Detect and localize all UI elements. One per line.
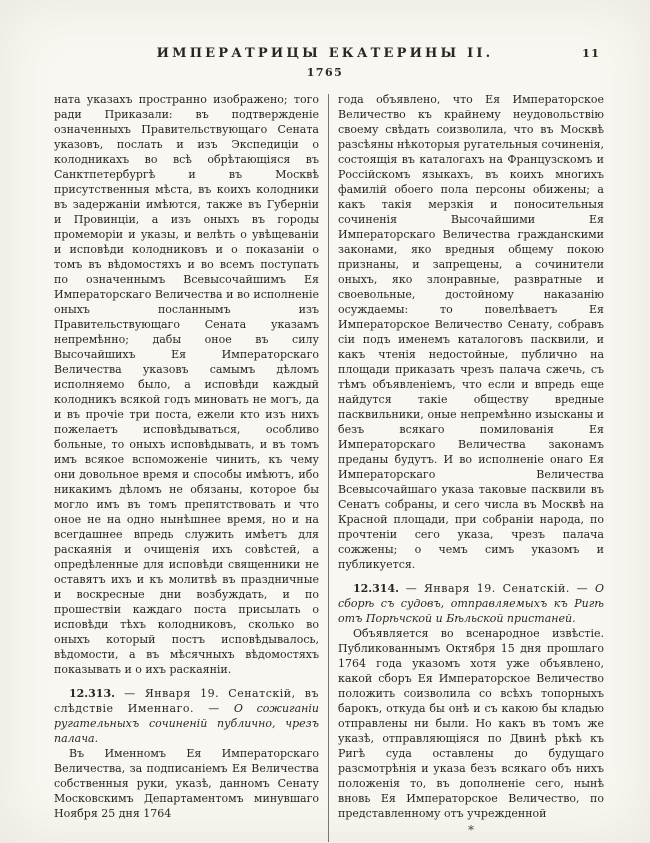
left-column [54,92,319,842]
paragraph: Въ Именномъ Ея Императорскаго Величества, за подписаніемъ Ея Величества собственныя руки, указѣ, данномъ Сенату Московскимъ Департаментомъ минувшаго Ноября 25 дня 1764 [54,747,319,820]
section-title: О сборѣ съ судовъ, отправляемыхъ къ Ригѣ отъ Порѣчской и Бѣльской пристаней. [338,582,604,625]
right-column [338,92,604,842]
year-label: 1765 [306,66,344,79]
section-date: — Января 19. Сенатскій, въ слѣдствіе Именнаго. — [54,687,319,715]
page-header [0,0,650,79]
paragraph-continuation: ната указахъ пространно изображено; того ради Приказали: въ подтвержденіе означенныхъ Правительствующаго Сената указовъ, послать и изъ Экспедиціи о колодникахъ во всѣ обрѣтающіяся въ Санктпетербургѣ и въ Москвѣ присутственныя мѣста, въ коихъ колодники въ задержаніи имѣются, также въ Губерніи и Провинціи, а изъ оныхъ въ городы промеморіи и указы, и велѣть о увѣщеваніи и исповѣди колодниковъ и о показаніи о томъ въ вѣдомостяхъ и во всемъ поступать по означеннымъ Всевысочайшимъ Ея Императорскаго Величества и во исполненіе оныхъ посланнымъ изъ Правительствующаго Сената указамъ непремѣнно; дабы оное въ силу Высочайшихъ Ея Императорскаго Величества указовъ самымъ дѣломъ исполняемо было, а исповѣди каждый колодникъ всякой годъ миновать не могъ, да и въ прочіе три поста, ежели кто изъ нихъ пожелаетъ исповѣдываться, особливо больные, то оныхъ исповѣдывать, и въ томъ имъ всякое вспоможеніе чинить, къ чему они довольное время и способы имѣютъ, ибо никакимъ дѣломъ не обязаны, которое бы могло имъ въ томъ препятствовать и что оное не на одно нынѣшнее время, но и на всегдашнее впредь служить имѣетъ для раскаянія и очищенія ихъ совѣстей, а опредѣленные для исповѣди священники не оставятъ ихъ и къ молитвѣ въ праздничные и воскресные дни возбуждать, и по прошествіи каждаго поста присылать о исповѣди тѣхъ колодниковъ, сколько во оныхъ который постъ исповѣдывалось, вѣдомости, а въ мѣсячныхъ вѣдомостяхъ показывать и о ихъ раскаяніи. [54,93,319,676]
section-heading [54,686,319,746]
section-date: — Января 19. Сенатскій. — [398,582,595,595]
signature-mark: * [468,823,474,837]
section-title: О сожиганіи ругательныхъ сочиненій публично, чрезъ палача. [54,702,319,745]
section-number: 12.313. [69,687,115,700]
paragraph-continuation: года объявлено, что Ея Императорское Величество къ крайнему неудовольствію своему свѣдать соизволила, что въ Москвѣ разсѣяны нѣкоторыя ругательныя сочиненія, состоящія въ каталогахъ на Французскомъ и Россійскомъ языкахъ, въ коихъ многихъ фамилій обоего пола персоны обижены; а какъ такія мерзкія и поносительныя сочиненія Высочайшими Ея Императорскаго Величества гражданскими законами, яко вредныя общему покою признаны, и запрещены, а сочинители оныхъ, яко злонравные, развратные и своевольные, достойному наказанію осуждаемы: то повелѣваетъ Ея Императорское Величество Сенату, собравъ сіи подъ именемъ каталоговъ пасквили, и какъ чтенія недостойные, публично на площади приказать чрезъ палача сжечь, съ тѣмъ объявленіемъ, что если и впредь еще найдутся такіе обществу вредные пасквильники, оные непремѣнно изысканы и безъ всякаго помилованія Ея Императорскаго Величества законамъ преданы будутъ. И во исполненіе онаго Ея Императорскаго Величества Всевысочайшаго указа таковые пасквили въ Сенатъ собраны, и сего числа въ Москвѣ на Красной площади, при собраніи народа, по прочтеніи сего указа, чрезъ палача сожжены; о чемъ симъ указомъ и публикуется. [338,93,604,571]
section-number: 12.314. [353,582,399,595]
text-body [54,92,604,842]
section-heading [338,581,604,626]
running-title: ИМПЕРАТРИЦЫ ЕКАТЕРИНЫ II. [156,46,494,61]
page-number: 11 [581,46,600,60]
paragraph: Объявляется во всенародное извѣстіе. Публикованнымъ Октября 15 дня прошлаго 1764 года указомъ хотя уже объявлено, какой сборъ Ея Императорское Величество положить соизволила со всѣхъ топорныхъ барокъ, откуда бы онѣ и съ какою бы кладью отправлены ни были. Но какъ въ томъ же указѣ, отправляющіяся по Двинѣ рѣкѣ къ Ригѣ суда оставлены до будущаго разсмотрѣнія и указа безъ всякаго объ нихъ положенія то, въ дополненіе сего, нынѣ вновь Ея Императорское Величество, по представленному отъ учрежденной [338,627,604,820]
column-divider [328,94,329,842]
